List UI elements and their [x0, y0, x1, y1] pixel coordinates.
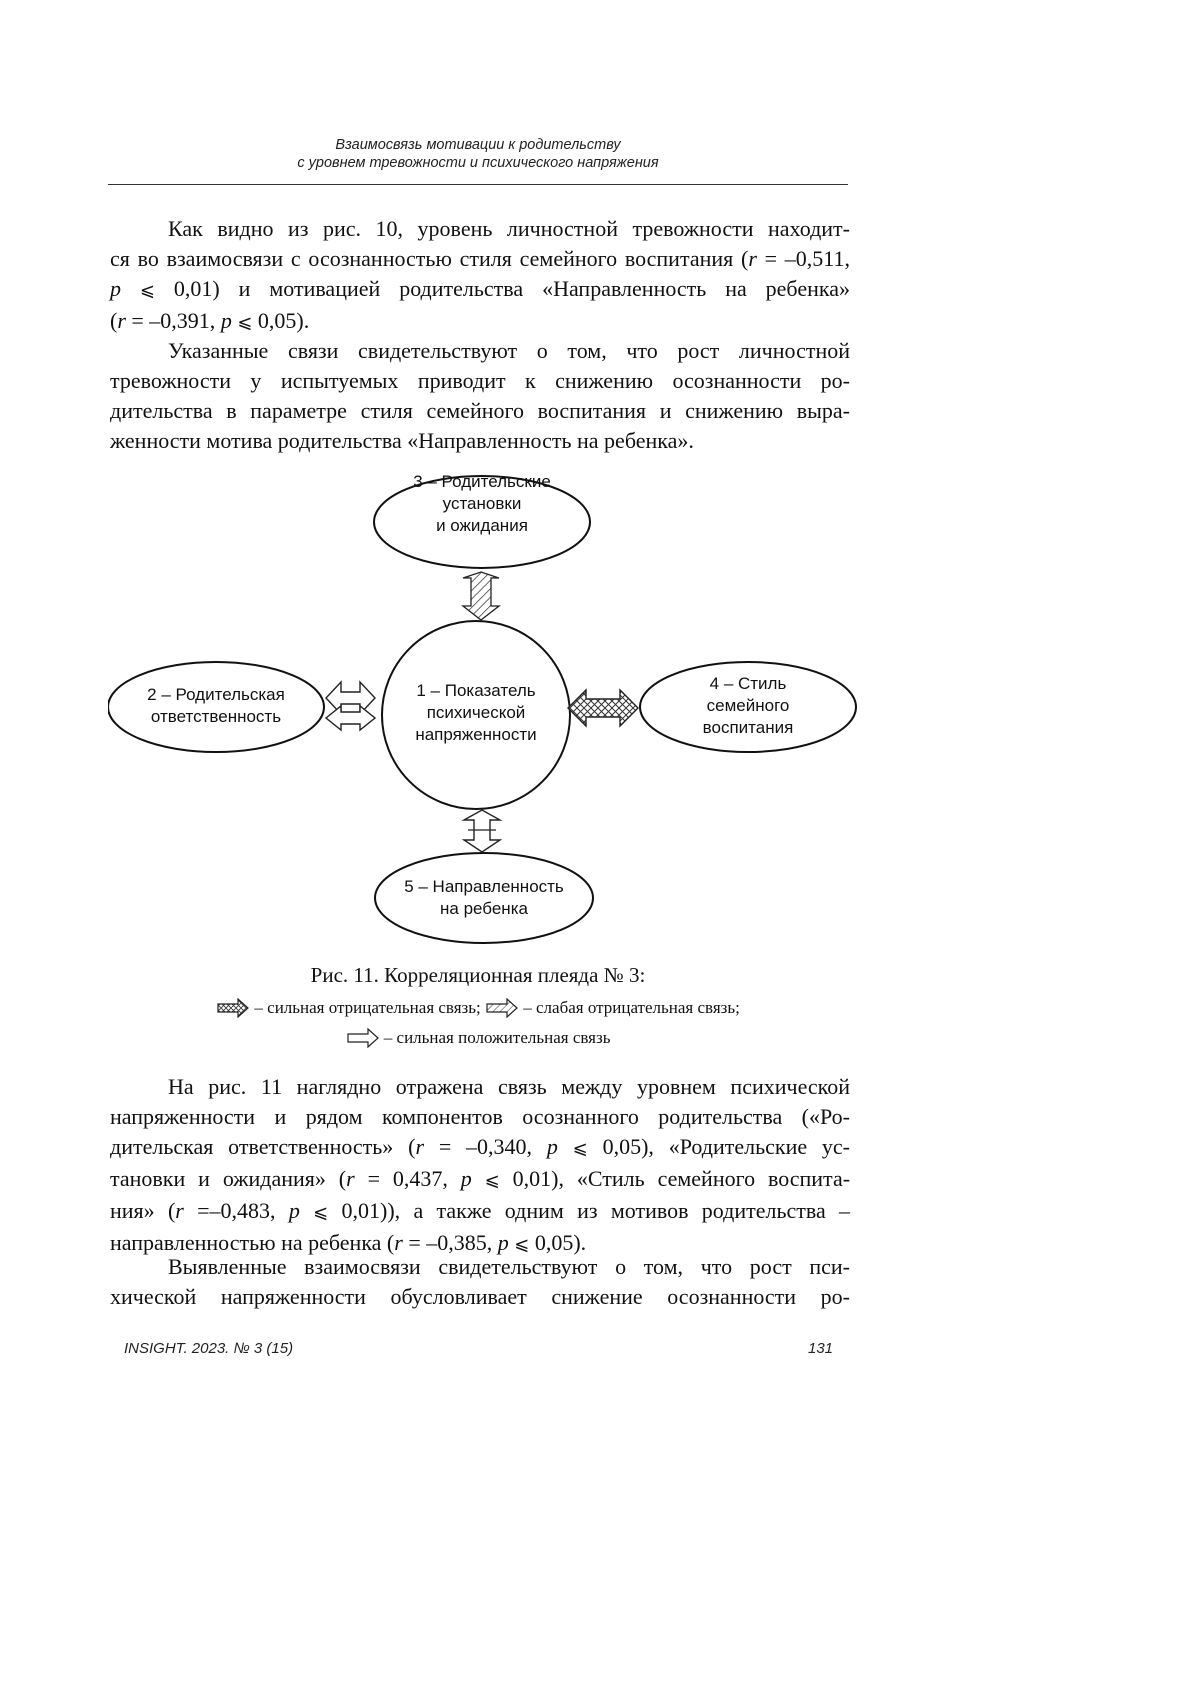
text-span: = –0,385,: [402, 1230, 498, 1255]
leq-symbol: ⩽: [139, 280, 155, 301]
node-4-label-line: семейного: [706, 696, 790, 715]
text-line: Выявленные взаимосвязи свидетельствуют о том, что рост пси-: [168, 1254, 850, 1279]
text-span: направленностью на ребенка (: [110, 1230, 395, 1255]
text-line: [110, 274, 850, 306]
node-1-label: [378, 680, 574, 746]
text-span: 0,05), «Родительские ус-: [602, 1134, 851, 1159]
text-span: (: [110, 308, 118, 333]
text-line: [110, 1164, 850, 1196]
node-2-label: [108, 684, 324, 728]
text-span: 0,01), «Стиль семейного воспита-: [512, 1166, 851, 1191]
math-var-p: p: [288, 1198, 300, 1223]
page-number: 131: [808, 1340, 834, 1357]
math-var-r: r: [117, 308, 126, 333]
text-span: 0,05).: [534, 1230, 587, 1255]
node-3-label-line: установки: [442, 494, 522, 513]
text-span: = 0,437,: [354, 1166, 461, 1191]
node-5-label: [375, 876, 593, 920]
text-line: дительства в параметре стиля семейного воспитания и снижению выра-: [110, 398, 850, 423]
figure-legend-line-1: [108, 996, 848, 1020]
paragraph-1: [110, 214, 850, 338]
weak-negative-arrow-icon: [485, 998, 519, 1018]
text-span: = –0,340,: [424, 1134, 547, 1159]
legend-strong-positive-text: – сильная положительная связь: [379, 1028, 611, 1047]
legend-strong-negative-text: – сильная отрицательная связь;: [250, 998, 485, 1017]
text-span: 0,01)), а также одним из мотивов родительства –: [341, 1198, 851, 1223]
text-span: тановки и ожидания» (: [110, 1166, 347, 1191]
paragraph-4: [110, 1252, 850, 1312]
node-5-label-line: 5 – Направленность: [404, 877, 564, 896]
text-span: ния» (: [110, 1198, 176, 1223]
leq-symbol: ⩽: [484, 1170, 500, 1191]
strong-negative-arrow-icon: [216, 998, 250, 1018]
leq-symbol: ⩽: [237, 312, 253, 333]
leq-symbol: ⩽: [514, 1234, 530, 1255]
math-var-r: r: [394, 1230, 403, 1255]
header-rule: [108, 184, 848, 185]
node-5-label-line: на ребенка: [440, 899, 528, 918]
strong-positive-arrow-icon: [346, 1028, 380, 1048]
correlation-diagram: [108, 470, 858, 950]
node-3-label-line: и ожидания: [436, 516, 528, 535]
math-var-r: r: [415, 1134, 425, 1159]
figure-legend-line-2: [108, 1026, 848, 1050]
text-span: 0,01) и мотивацией родительства «Направленность на ребенка»: [173, 276, 850, 301]
leq-symbol: ⩽: [313, 1202, 329, 1223]
math-var-p: p: [497, 1230, 509, 1255]
node-2-label-line: ответственность: [150, 707, 282, 726]
arrow-node1-node4: [568, 690, 638, 726]
node-3-label: [374, 471, 590, 537]
text-span: дительская ответственность» (: [110, 1134, 416, 1159]
math-var-p: p: [460, 1166, 472, 1191]
text-span: = –0,511,: [756, 246, 850, 271]
arrow-node2-node1: [326, 682, 375, 730]
node-4-label-line: воспитания: [702, 718, 794, 737]
text-span: =–0,483,: [183, 1198, 289, 1223]
paragraph-3: [110, 1072, 850, 1260]
running-head-line-1: Взаимосвязь мотивации к родительству: [335, 137, 621, 153]
arrow-node1-node5: [464, 810, 500, 852]
text-line: На рис. 11 наглядно отражена связь между уровнем психической: [168, 1074, 850, 1099]
node-3-label-line: 3 – Родительские: [413, 472, 551, 491]
figure-caption: Рис. 11. Корреляционная плеяда № 3:: [310, 963, 646, 987]
math-var-p: p: [546, 1134, 558, 1159]
text-line: [110, 306, 850, 338]
text-line: напряженности и рядом компонентов осознанного родительства («Ро-: [110, 1104, 850, 1129]
paragraph-2: [110, 336, 850, 456]
text-span: 0,05).: [257, 308, 310, 333]
math-var-r: r: [346, 1166, 355, 1191]
math-var-r: r: [175, 1198, 184, 1223]
running-head-line-2: с уровнем тревожности и психического напряжения: [297, 155, 659, 171]
text-line: женности мотива родительства «Направленность на ребенка».: [110, 428, 694, 453]
text-line: Указанные связи свидетельствуют о том, что рост личностной: [168, 338, 850, 363]
node-2-label-line: 2 – Родительская: [147, 685, 285, 704]
math-var-p: p: [220, 308, 232, 333]
running-head: [108, 136, 848, 172]
node-1-label-line: психической: [426, 703, 526, 722]
arrow-node3-node1: [463, 572, 499, 620]
node-4-label-line: 4 – Стиль: [709, 674, 787, 693]
node-1-label-line: напряженности: [415, 725, 537, 744]
text-line: [110, 1196, 850, 1228]
node-4-label: [640, 673, 856, 739]
text-span: = –0,391,: [125, 308, 221, 333]
text-line: хической напряженности обусловливает снижение осознанности ро-: [110, 1284, 850, 1309]
text-line: [110, 1132, 850, 1164]
text-line: [110, 244, 850, 274]
node-1-label-line: 1 – Показатель: [416, 681, 536, 700]
math-var-r: r: [748, 246, 757, 271]
leq-symbol: ⩽: [572, 1138, 588, 1159]
journal-footer: INSIGHT. 2023. № 3 (15): [124, 1340, 294, 1357]
legend-weak-negative-text: – слабая отрицательная связь;: [519, 998, 740, 1017]
math-var-p: p: [110, 276, 121, 301]
text-line: Как видно из рис. 10, уровень личностной тревожности находит-: [168, 216, 850, 241]
text-span: ся во взаимосвязи с осознанностью стиля семейного воспитания (: [110, 246, 749, 271]
text-line: тревожности у испытуемых приводит к снижению осознанности ро-: [110, 368, 850, 393]
